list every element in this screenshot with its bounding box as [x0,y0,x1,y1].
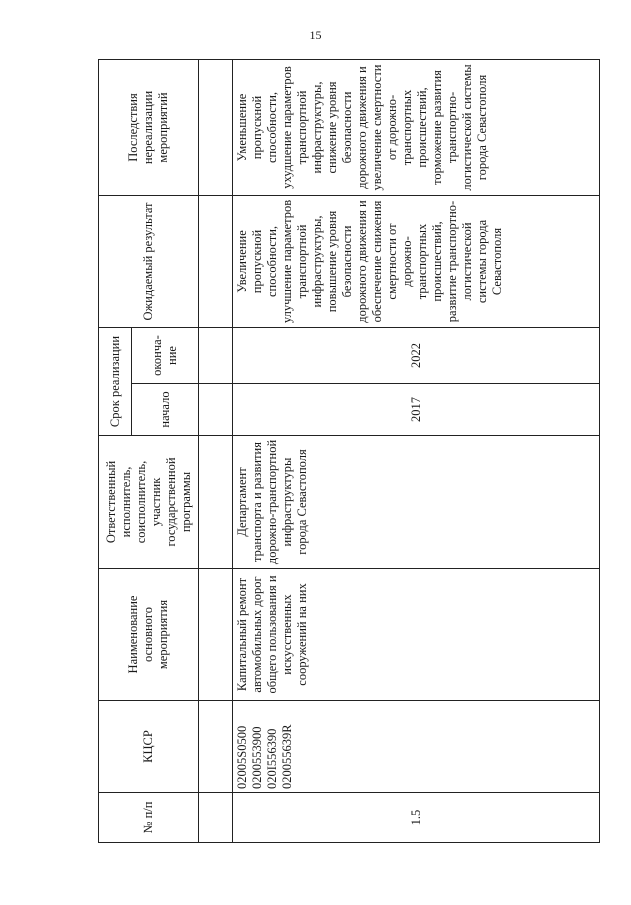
header-executor: Ответственный исполнитель, соисполнитель, участник государственной программы [99,436,199,569]
header-period-start: начало [132,384,199,436]
header-result: Ожидаемый результат [99,195,199,327]
spacer-cell [199,793,233,843]
kcsr-code: 0200553900 [250,726,264,789]
header-period: Срок реализации [99,327,132,435]
row-num: 1.5 [233,793,600,843]
row-start: 2017 [233,384,600,436]
row-consequences: Уменьшение пропускной способности, ухудшение параметров транспортной инфраструктуры, снижение уровня безопасности дорожного движения и увеличение смертности от дорожно-транспортных происшествий, торможение развития транспортно-логистической системы города Севастополя [233,59,600,195]
table-row [233,59,600,842]
kcsr-code: 02005S0500 [235,725,249,789]
spacer-cell [199,384,233,436]
spacer-cell [199,569,233,701]
kcsr-code: 020I556390 [265,728,279,789]
row-kcsr [233,701,600,793]
header-period-end: оконча-ние [132,327,199,383]
row-name: Капитальный ремонт автомобильных дорог общего пользования и искусственных сооружений на них [233,569,600,701]
kcsr-code: 020055639R [280,724,294,789]
measures-table [98,59,600,843]
header-name: Наименование основного мероприятия [99,569,199,701]
row-executor: Департамент транспорта и развития дорожно-транспортной инфраструктуры города Севастополя [233,436,600,569]
row-result: Увеличение пропускной способности, улучшение параметров транспортной инфраструктуры, повышение уровня безопасности дорожного движения и обеспечение снижения смертности от дорожно-транспортных происшествий, развитие транспортно-логистической системы города Севастополя [233,195,600,327]
spacer-cell [199,59,233,195]
table-container [98,60,600,843]
row-end: 2022 [233,327,600,383]
spacer-cell [199,195,233,327]
spacer-cell [199,327,233,383]
header-consequences: Последствия нереализации мероприятий [99,59,199,195]
spacer-cell [199,436,233,569]
spacer-cell [199,701,233,793]
header-kcsr: КЦСР [99,701,199,793]
header-num: № п/п [99,793,199,843]
page-number: 15 [309,28,322,42]
